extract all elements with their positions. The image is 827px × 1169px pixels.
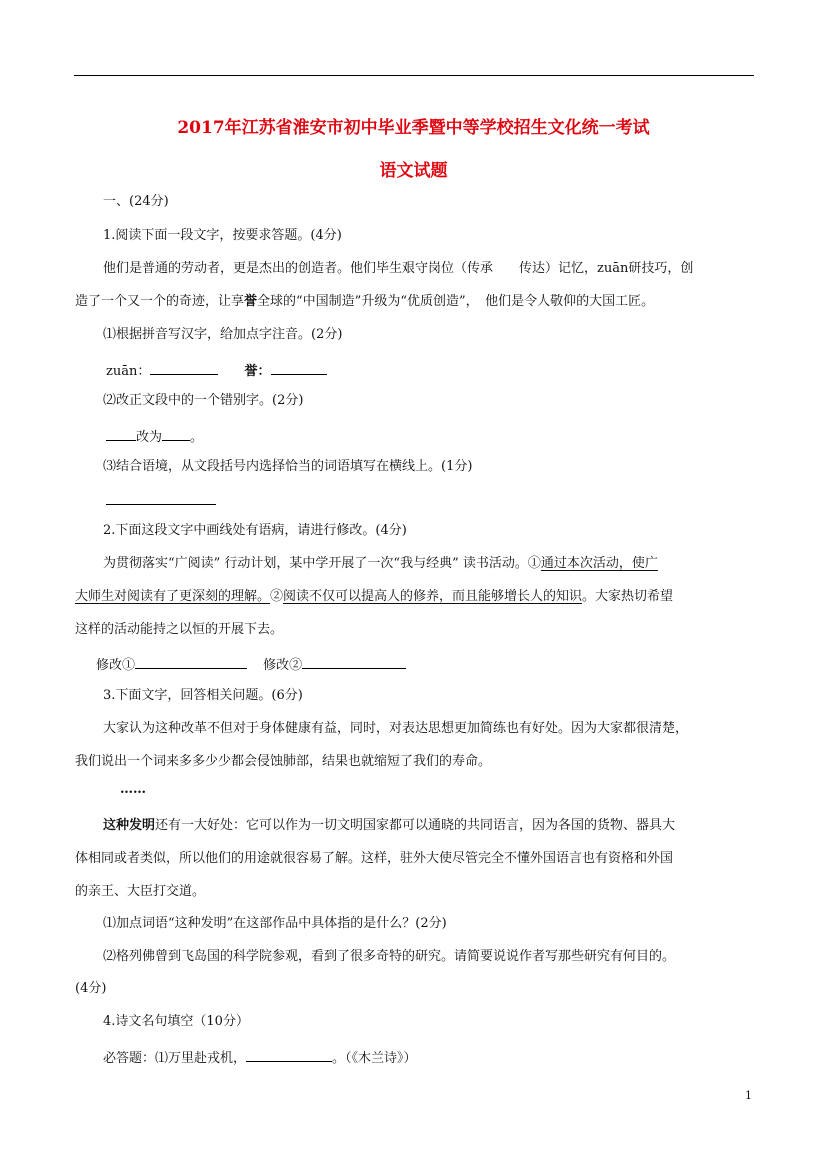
answer-label: 修改① [96, 658, 136, 673]
q4-item1 [103, 1048, 417, 1067]
passage-text: 还有一大好处：它可以作为一切文明国家都可以通晓的共同语言，因为各国的货物、器具大 [155, 818, 676, 833]
answer-blank[interactable] [271, 361, 327, 375]
answer-text: 。 [190, 430, 204, 445]
q4-prompt: 4.诗文名句填空（10分） [103, 1014, 249, 1029]
answer-text: 改为 [136, 430, 163, 445]
answer-blank[interactable] [162, 427, 190, 441]
exam-subtitle: 语文试题 [379, 161, 448, 181]
q3-sub2: ⑵格列佛曾到飞岛国的科学院参观，看到了很多奇特的研究。请简要说说作者写那些研究有何目的。 [103, 949, 676, 964]
q3-prompt: 3.下面文字，回答相关问题。(6分) [103, 688, 303, 703]
answer-blank[interactable] [106, 491, 216, 505]
passage-text: 造了一个又一个的奇迹，让享 [75, 294, 245, 309]
q3-passage-line: 体相同或者类似，所以他们的用途就很容易了解。这样，驻外大使尽管完全不懂外国语言也有资格和外国 [75, 851, 674, 866]
underlined-sentence: 阅读不仅可以提高人的修养，而且能够增长人的知识 [283, 589, 583, 604]
answer-label: 必答题：⑴万里赴戎机， [103, 1051, 247, 1066]
q2-passage-line [103, 556, 658, 572]
exam-title: 2017年江苏省淮安市初中毕业季暨中等学校招生文化统一考试 [177, 118, 650, 138]
q1-sub2: ⑵改正文段中的一个错别字。(2分) [103, 393, 304, 408]
answer-blank[interactable] [135, 655, 247, 669]
q1-prompt: 1.阅读下面一段文字，按要求答题。(4分) [103, 228, 342, 243]
q2-prompt: 2.下面这段文字中画线处有语病，请进行修改。(4分) [103, 523, 407, 538]
q1-passage-line: 他们是普通的劳动者，更是杰出的创造者。他们毕生艰守岗位（传承 传达）记忆，zuān研技巧，创 [103, 261, 694, 276]
dotted-phrase: 这种发明 [103, 818, 156, 833]
q3-passage-line [103, 818, 675, 834]
q2-fix-answers [96, 655, 406, 674]
q1-sub3-answer [106, 491, 216, 510]
q3-sub1: ⑴加点词语“这种发明”在这部作品中具体指的是什么？(2分) [103, 916, 447, 931]
dotted-character: 誉 [244, 294, 258, 309]
ellipsis: …… [120, 782, 146, 797]
q2-passage-line [75, 589, 673, 605]
answer-blank[interactable] [246, 1048, 332, 1062]
passage-text: ② [270, 589, 284, 604]
q1-passage-line [75, 294, 654, 310]
answer-label: zuān： [106, 364, 151, 379]
q2-passage-line: 这样的活动能持之以恒的开展下去。 [75, 622, 284, 637]
section-heading: 一、(24分) [103, 194, 169, 209]
q3-passage-line: 我们说出一个词来多多少少都会侵蚀肺部，结果也就缩短了我们的寿命。 [75, 754, 492, 769]
q1-sub2-answer [106, 427, 203, 446]
passage-text: 。大家热切希望 [582, 589, 674, 604]
answer-label: 修改② [263, 658, 303, 673]
passage-text: 全球的“中国制造”升级为“优质创造”， 他们是令人敬仰的大国工匠。 [257, 294, 655, 309]
answer-blank[interactable] [302, 655, 406, 669]
header-rule [74, 75, 754, 76]
passage-text: 为贯彻落实“广阅读” 行动计划，某中学开展了一次“我与经典” 读书活动。① [103, 556, 541, 571]
q3-passage-line: 大家认为这种改革不但对于身体健康有益，同时，对表达思想更加简练也有好处。因为大家都很清楚， [103, 721, 689, 736]
answer-label: 誉： [244, 364, 271, 379]
q1-sub1-answers [106, 361, 327, 380]
underlined-sentence: 通过本次活动，使广 [540, 556, 658, 571]
q1-sub3: ⑶结合语境，从文段括号内选择恰当的词语填写在横线上。(1分) [103, 459, 473, 474]
answer-blank[interactable] [106, 427, 136, 441]
q3-passage-line: 的亲王、大臣打交道。 [75, 884, 206, 899]
q3-sub2-points: (4分) [75, 981, 107, 996]
page-number: 1 [745, 1089, 752, 1102]
q1-sub1: ⑴根据拼音写汉字，给加点字注音。(2分) [103, 327, 343, 342]
underlined-sentence: 大师生对阅读有了更深刻的理解。 [75, 589, 271, 604]
answer-label: 。（《木兰诗》） [332, 1051, 417, 1066]
answer-blank[interactable] [150, 361, 218, 375]
